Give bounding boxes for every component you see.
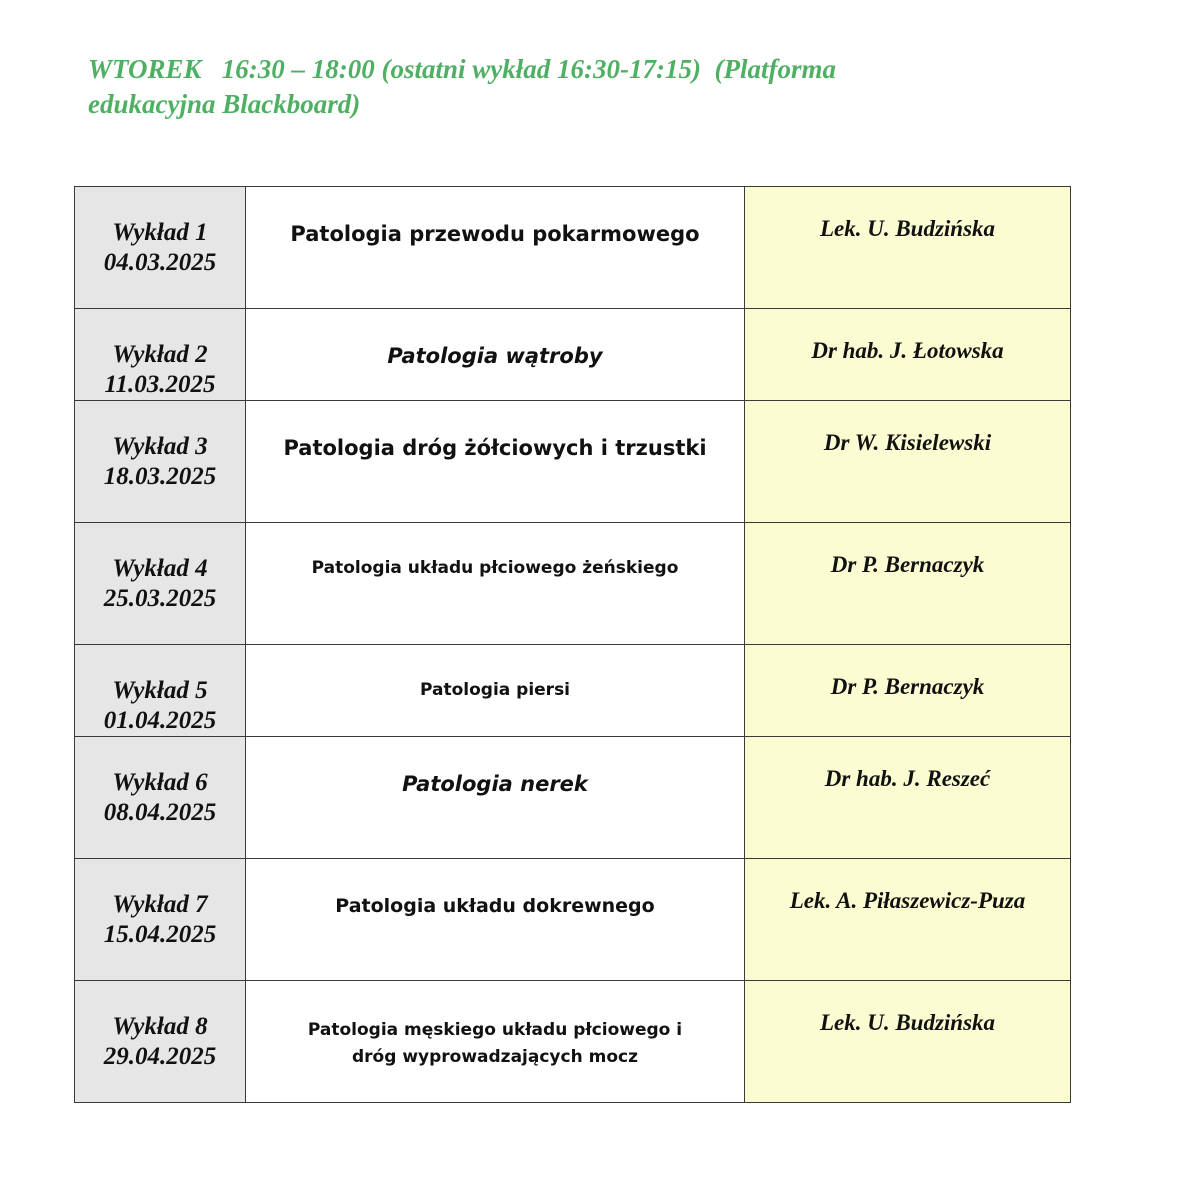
lecture-title: Patologia nerek: [402, 772, 588, 796]
lecturer-cell: [745, 645, 1071, 737]
lecture-title-cell: [246, 981, 745, 1103]
lecture-title-cell: [246, 523, 745, 645]
lecture-title: Patologia piersi: [419, 680, 571, 700]
lecturer-cell: [745, 523, 1071, 645]
lecture-title-cell: [246, 187, 745, 309]
lecture-title: Patologia przewodu pokarmowego: [290, 222, 700, 246]
lecture-number-cell: [75, 737, 246, 859]
lecturer-cell: [745, 737, 1071, 859]
lecture-title-cell: [246, 645, 745, 737]
lecture-label: Wykład 5: [112, 677, 208, 704]
lecture-number-cell: [75, 401, 246, 523]
schedule-heading: [88, 52, 1088, 122]
lecture-date: 01.04.2025: [103, 707, 217, 734]
lecture-number-cell: [75, 523, 246, 645]
lecture-label: Wykład 4: [112, 555, 208, 582]
lecture-number-cell: [75, 859, 246, 981]
lecture-label: Wykład 8: [112, 1013, 208, 1040]
lecture-date: 04.03.2025: [103, 249, 217, 276]
lecture-title: Patologia męskiego układu płciowego i dróg wyprowadzających mocz: [307, 1020, 683, 1067]
lecture-row-1: [75, 187, 1071, 309]
lecture-label: Wykład 6: [112, 769, 208, 796]
lecturer-cell: [745, 981, 1071, 1103]
lecture-label: Wykład 7: [112, 891, 208, 918]
lecturer-name: Lek. U. Budzińska: [819, 1010, 996, 1035]
lecture-date: 29.04.2025: [103, 1043, 217, 1070]
lecture-title: Patologia układu dokrewnego: [335, 895, 655, 917]
lecture-title: Patologia układu płciowego żeńskiego: [311, 558, 679, 578]
lecturer-name: Dr hab. J. Łotowska: [811, 338, 1004, 363]
lecture-schedule-table: [74, 186, 1071, 1103]
lecture-date: 08.04.2025: [103, 799, 217, 826]
lecture-title-cell: [246, 401, 745, 523]
lecture-date: 18.03.2025: [103, 463, 217, 490]
lecturer-name: Lek. U. Budzińska: [819, 216, 996, 241]
lecture-number-cell: [75, 645, 246, 737]
lecturer-name: Dr hab. J. Reszeć: [824, 766, 991, 791]
lecture-row-5: [75, 645, 1071, 737]
lecture-number-cell: [75, 187, 246, 309]
lecturer-name: Lek. A. Piłaszewicz-Puza: [789, 888, 1026, 913]
lecturer-cell: [745, 309, 1071, 401]
lecture-date: 15.04.2025: [103, 921, 217, 948]
lecture-row-2: [75, 309, 1071, 401]
lecture-row-4: [75, 523, 1071, 645]
lecture-number-cell: [75, 981, 246, 1103]
schedule-heading-line-1: WTOREK 16:30 – 18:00 (ostatni wykład 16:30-17:15) (Platforma: [88, 54, 836, 84]
lecturer-name: Dr P. Bernaczyk: [830, 674, 985, 699]
lecture-title: Patologia wątroby: [387, 344, 603, 368]
lecture-title: Patologia dróg żółciowych i trzustki: [283, 436, 707, 460]
lecture-label: Wykład 2: [112, 341, 208, 368]
lecture-title-cell: [246, 737, 745, 859]
lecture-row-3: [75, 401, 1071, 523]
lecturer-cell: [745, 401, 1071, 523]
lecture-date: 25.03.2025: [103, 585, 217, 612]
lecturer-cell: [745, 187, 1071, 309]
schedule-heading-line-2: edukacyjna Blackboard): [88, 89, 361, 119]
lecture-row-6: [75, 737, 1071, 859]
lecture-title-cell: [246, 309, 745, 401]
lecture-label: Wykład 1: [112, 219, 208, 246]
lecture-number-cell: [75, 309, 246, 401]
lecture-title-cell: [246, 859, 745, 981]
lecture-label: Wykład 3: [112, 433, 208, 460]
lecture-date: 11.03.2025: [104, 371, 216, 398]
lecturer-name: Dr W. Kisielewski: [823, 430, 992, 455]
lecturer-name: Dr P. Bernaczyk: [830, 552, 985, 577]
lecturer-cell: [745, 859, 1071, 981]
lecture-row-8: [75, 981, 1071, 1103]
lecture-row-7: [75, 859, 1071, 981]
